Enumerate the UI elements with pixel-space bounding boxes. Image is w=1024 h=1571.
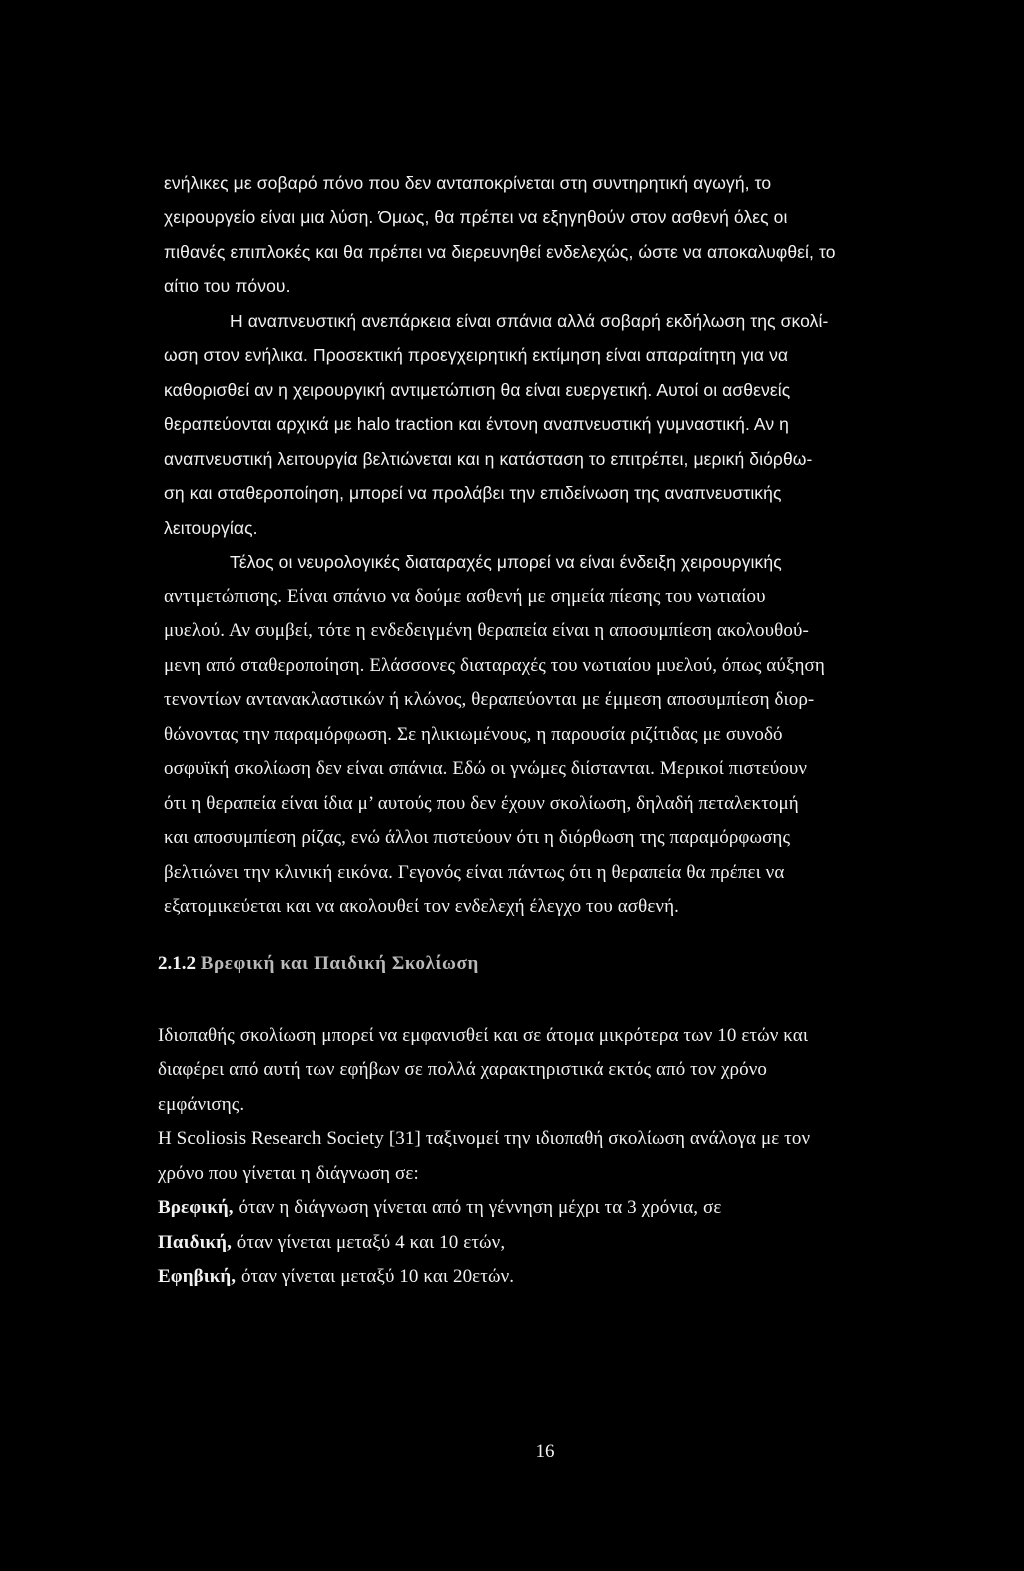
text-line: αίτιο του πόνου. bbox=[164, 276, 291, 296]
text-line: μυελού. Αν συμβεί, τότε η ενδεδειγμένη θεραπεία είναι η αποσυμπίεση ακολουθού- bbox=[164, 620, 809, 641]
definition-text: όταν γίνεται μεταξύ 4 και 10 ετών, bbox=[231, 1232, 506, 1253]
text-line: εμφάνισης. bbox=[158, 1094, 245, 1115]
text-line: θώνοντας την παραμόρφωση. Σε ηλικιωμένους, η παρουσία ριζίτιδας με συνοδό bbox=[164, 724, 783, 745]
text-line: οσφυϊκή σκολίωση δεν είναι σπάνια. Εδώ οι γνώμες διίστανται. Μερικοί πιστεύουν bbox=[164, 758, 808, 779]
text-line: αναπνευστική λειτουργία βελτιώνεται και η κατάσταση το επιτρέπει, μερική διόρθω- bbox=[164, 449, 813, 469]
text-line: Ιδιοπαθής σκολίωση μπορεί να εμφανισθεί και σε άτομα μικρότερα των 10 ετών και bbox=[158, 1025, 809, 1046]
text-line: Η Scoliosis Research Society [31] ταξινομεί την ιδιοπαθή σκολίωση ανάλογα με τον bbox=[158, 1128, 811, 1149]
definition-term: Παιδική, bbox=[158, 1232, 232, 1253]
text-line: μενη από σταθεροποίηση. Ελάσσονες διαταραχές του νωτιαίου μυελού, όπως αύξηση bbox=[164, 655, 825, 676]
text-line: ωση στον ενήλικα. Προσεκτική προεγχειρητική εκτίμηση είναι απαραίτητη για να bbox=[164, 345, 789, 365]
definition-line bbox=[158, 1265, 514, 1289]
text-line: ενήλικες με σοβαρό πόνο που δεν ανταποκρίνεται στη συντηρητική αγωγή, το bbox=[164, 173, 772, 193]
text-line: θεραπεύονται αρχικά με halo traction και έντονη αναπνευστική γυμναστική. Αν η bbox=[164, 414, 790, 434]
text-line: εξατομικεύεται και να ακολουθεί τον ενδελεχή έλεγχο του ασθενή. bbox=[164, 896, 679, 917]
section-heading bbox=[158, 952, 479, 976]
definition-term: Εφηβική, bbox=[158, 1266, 237, 1287]
section-title: Βρεφική και Παιδική Σκολίωση bbox=[200, 953, 479, 974]
definition-line bbox=[158, 1196, 721, 1220]
definition-line bbox=[158, 1231, 505, 1255]
section-number: 2.1.2 bbox=[158, 953, 196, 974]
text-line: καθορισθεί αν η χειρουργική αντιμετώπιση θα είναι ευεργετική. Αυτοί οι ασθενείς bbox=[164, 380, 791, 400]
definition-text: όταν γίνεται μεταξύ 10 και 20ετών. bbox=[236, 1266, 515, 1287]
text-line: χειρουργείο είναι μια λύση. Όμως, θα πρέπει να εξηγηθούν στον ασθενή όλες οι bbox=[164, 207, 788, 227]
page-number: 16 bbox=[535, 1441, 555, 1462]
text-line: αντιμετώπισης. Είναι σπάνιο να δούμε ασθενή με σημεία πίεσης του νωτιαίου bbox=[164, 586, 766, 607]
text-line: ση και σταθεροποίηση, μπορεί να προλάβει την επιδείνωση της αναπνευστικής bbox=[164, 483, 782, 503]
text-line: διαφέρει από αυτή των εφήβων σε πολλά χαρακτηριστικά εκτός από τον χρόνο bbox=[158, 1059, 768, 1080]
text-line: Τέλος οι νευρολογικές διαταραχές μπορεί να είναι ένδειξη χειρουργικής bbox=[230, 552, 782, 572]
text-line: τενοντίων αντανακλαστικών ή κλώνος, θεραπεύονται με έμμεση αποσυμπίεση διορ- bbox=[164, 689, 815, 710]
definition-term: Βρεφική, bbox=[158, 1197, 234, 1218]
text-line: Η αναπνευστική ανεπάρκεια είναι σπάνια αλλά σοβαρή εκδήλωση της σκολί- bbox=[230, 311, 829, 331]
text-line: πιθανές επιπλοκές και θα πρέπει να διερευνηθεί ενδελεχώς, ώστε να αποκαλυφθεί, το bbox=[164, 242, 836, 262]
text-line: ότι η θεραπεία είναι ίδια μ’ αυτούς που δεν έχουν σκολίωση, δηλαδή πεταλεκτομή bbox=[164, 793, 799, 814]
text-line: λειτουργίας. bbox=[164, 518, 258, 538]
definition-text: όταν η διάγνωση γίνεται από τη γέννηση μέχρι τα 3 χρόνια, σε bbox=[233, 1197, 722, 1218]
text-line: βελτιώνει την κλινική εικόνα. Γεγονός είναι πάντως ότι η θεραπεία θα πρέπει να bbox=[164, 862, 785, 883]
text-line: και αποσυμπίεση ρίζας, ενώ άλλοι πιστεύουν ότι η διόρθωση της παραμόρφωσης bbox=[164, 827, 791, 848]
text-line: χρόνο που γίνεται η διάγνωση σε: bbox=[158, 1163, 419, 1184]
